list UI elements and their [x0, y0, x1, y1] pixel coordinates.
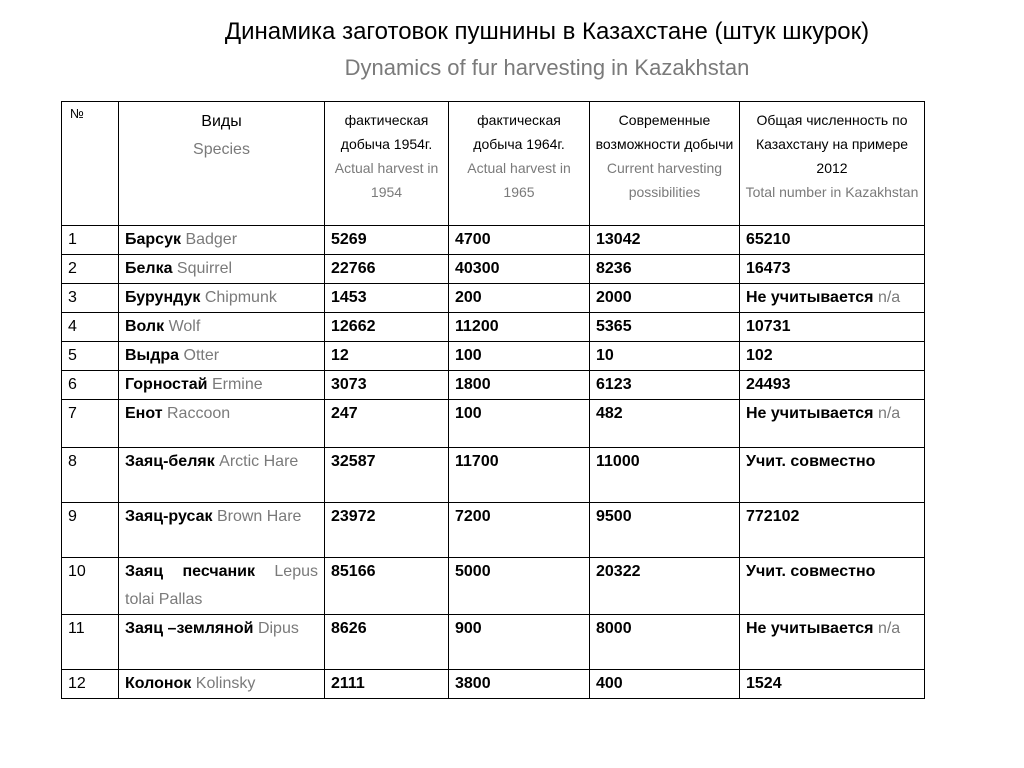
- row-number: 7: [62, 400, 119, 448]
- value-cur: 8000: [590, 615, 740, 670]
- species-name-en: Wolf: [168, 318, 201, 335]
- total-cell: [740, 615, 925, 670]
- total-cell: [740, 558, 925, 615]
- total-cell: [740, 371, 925, 400]
- value-y1964: 1800: [449, 371, 590, 400]
- value-cur: 2000: [590, 284, 740, 313]
- title-russian: Динамика заготовок пушнины в Казахстане (штук шкурок): [224, 18, 870, 45]
- row-number: 9: [62, 503, 119, 558]
- species-cell: [119, 284, 325, 313]
- table-row: [62, 448, 925, 503]
- total-cell: [740, 448, 925, 503]
- header-total-ru: Общая численность по Казахстану на примере 2012: [755, 112, 909, 176]
- table-row: [62, 371, 925, 400]
- value-cur: 400: [590, 670, 740, 699]
- species-cell: [119, 448, 325, 503]
- value-cur: 482: [590, 400, 740, 448]
- header-species-ru: Виды: [201, 113, 242, 130]
- total-value-ru: 1524: [746, 675, 782, 692]
- species-name-en: Raccoon: [167, 405, 231, 422]
- value-cur: 8236: [590, 255, 740, 284]
- header-species: [119, 102, 325, 226]
- value-y1954: 32587: [325, 448, 449, 503]
- value-y1964: 200: [449, 284, 590, 313]
- species-cell: [119, 342, 325, 371]
- value-y1954: 2111: [325, 670, 449, 699]
- table-body: [62, 226, 925, 699]
- value-y1964: 40300: [449, 255, 590, 284]
- value-y1964: 11700: [449, 448, 590, 503]
- header-1964-en: Actual harvest in 1965: [467, 160, 571, 200]
- value-cur: 10: [590, 342, 740, 371]
- total-cell: [740, 284, 925, 313]
- species-name-en: Lepus tolai Pallas: [125, 563, 318, 608]
- total-cell: [740, 226, 925, 255]
- value-cur: 13042: [590, 226, 740, 255]
- header-current: [590, 102, 740, 226]
- species-name-ru: Белка: [125, 260, 173, 277]
- total-cell: [740, 400, 925, 448]
- total-value-ru: Учит. совместно: [746, 453, 876, 470]
- total-value-ru: 24493: [746, 376, 791, 393]
- species-name-ru: Заяц-русак: [125, 508, 213, 525]
- total-value-en: n/a: [877, 620, 901, 637]
- species-name-ru: Заяц-беляк: [125, 453, 215, 470]
- value-y1964: 100: [449, 342, 590, 371]
- total-cell: [740, 503, 925, 558]
- header-total-en: Total number in Kazakhstan: [745, 184, 919, 200]
- species-cell: [119, 313, 325, 342]
- total-value-ru: 102: [746, 347, 773, 364]
- value-y1964: 11200: [449, 313, 590, 342]
- title-english: Dynamics of fur harvesting in Kazakhstan: [344, 55, 750, 80]
- species-cell: [119, 400, 325, 448]
- species-name-en: Badger: [185, 231, 238, 248]
- value-cur: 11000: [590, 448, 740, 503]
- value-y1954: 247: [325, 400, 449, 448]
- total-value-ru: 16473: [746, 260, 791, 277]
- value-y1954: 5269: [325, 226, 449, 255]
- total-cell: [740, 342, 925, 371]
- value-y1964: 4700: [449, 226, 590, 255]
- total-cell: [740, 670, 925, 699]
- row-number: 11: [62, 615, 119, 670]
- fur-harvest-table: [61, 101, 925, 699]
- row-number: 12: [62, 670, 119, 699]
- total-value-ru: Учит. совместно: [746, 563, 876, 580]
- species-name-en: Otter: [183, 347, 220, 364]
- table-row: [62, 284, 925, 313]
- value-y1954: 1453: [325, 284, 449, 313]
- row-number: 5: [62, 342, 119, 371]
- value-cur: 5365: [590, 313, 740, 342]
- header-1964-ru: фактическая добыча 1964г.: [473, 112, 565, 152]
- header-current-ru: Современные возможности добычи: [595, 112, 734, 152]
- species-name-en: Dipus: [257, 620, 299, 637]
- header-total: [740, 102, 925, 226]
- total-value-en: n/a: [877, 289, 901, 306]
- species-name-en: Arctic Hare: [219, 453, 299, 470]
- value-y1954: 22766: [325, 255, 449, 284]
- header-number: №: [62, 102, 119, 226]
- table-row: [62, 615, 925, 670]
- species-name-ru: Заяц –земляной: [125, 620, 254, 637]
- table-row: [62, 313, 925, 342]
- species-name-ru: Волк: [125, 318, 165, 335]
- species-cell: [119, 371, 325, 400]
- row-number: 1: [62, 226, 119, 255]
- species-name-ru: Енот: [125, 405, 163, 422]
- header-row: [62, 102, 925, 226]
- header-1954-en: Actual harvest in 1954: [334, 160, 439, 200]
- value-y1964: 7200: [449, 503, 590, 558]
- row-number: 4: [62, 313, 119, 342]
- total-cell: [740, 255, 925, 284]
- total-value-ru: Не учитывается: [746, 620, 874, 637]
- row-number: 10: [62, 558, 119, 615]
- total-cell: [740, 313, 925, 342]
- table-row: [62, 558, 925, 615]
- total-value-en: n/a: [877, 405, 901, 422]
- table-row: [62, 503, 925, 558]
- species-cell: [119, 255, 325, 284]
- table-row: [62, 255, 925, 284]
- row-number: 8: [62, 448, 119, 503]
- total-value-ru: Не учитывается: [746, 289, 874, 306]
- row-number: 2: [62, 255, 119, 284]
- value-cur: 9500: [590, 503, 740, 558]
- species-name-ru: Горностай: [125, 376, 208, 393]
- species-cell: [119, 670, 325, 699]
- header-1954-ru: фактическая добыча 1954г.: [340, 112, 433, 152]
- header-species-en: Species: [193, 141, 250, 158]
- value-y1954: 12: [325, 342, 449, 371]
- table-row: [62, 400, 925, 448]
- species-name-en: Squirrel: [176, 260, 233, 277]
- total-value-ru: 772102: [746, 508, 800, 525]
- species-name-en: Chipmunk: [204, 289, 277, 306]
- table-row: [62, 226, 925, 255]
- species-name-en: Kolinsky: [195, 675, 256, 692]
- species-cell: [119, 503, 325, 558]
- total-value-ru: 65210: [746, 231, 791, 248]
- species-name-ru: Выдра: [125, 347, 180, 364]
- header-1964: [449, 102, 590, 226]
- value-y1954: 3073: [325, 371, 449, 400]
- value-y1964: 3800: [449, 670, 590, 699]
- species-name-ru: Заяц песчаник: [125, 563, 256, 580]
- value-y1964: 5000: [449, 558, 590, 615]
- species-name-ru: Бурундук: [125, 289, 201, 306]
- table-row: [62, 670, 925, 699]
- species-name-en: Ermine: [211, 376, 263, 393]
- species-name-en: Brown Hare: [216, 508, 302, 525]
- value-y1954: 12662: [325, 313, 449, 342]
- table-row: [62, 342, 925, 371]
- value-cur: 20322: [590, 558, 740, 615]
- value-y1964: 100: [449, 400, 590, 448]
- value-y1954: 85166: [325, 558, 449, 615]
- species-name-ru: Колонок: [125, 675, 192, 692]
- value-y1954: 23972: [325, 503, 449, 558]
- species-cell: [119, 615, 325, 670]
- row-number: 3: [62, 284, 119, 313]
- value-y1954: 8626: [325, 615, 449, 670]
- species-cell: [119, 226, 325, 255]
- total-value-ru: 10731: [746, 318, 791, 335]
- species-name-ru: Барсук: [125, 231, 181, 248]
- header-current-en: Current harvesting possibilities: [606, 160, 723, 200]
- value-cur: 6123: [590, 371, 740, 400]
- value-y1964: 900: [449, 615, 590, 670]
- total-value-ru: Не учитывается: [746, 405, 874, 422]
- species-cell: [119, 558, 325, 615]
- header-1954: [325, 102, 449, 226]
- row-number: 6: [62, 371, 119, 400]
